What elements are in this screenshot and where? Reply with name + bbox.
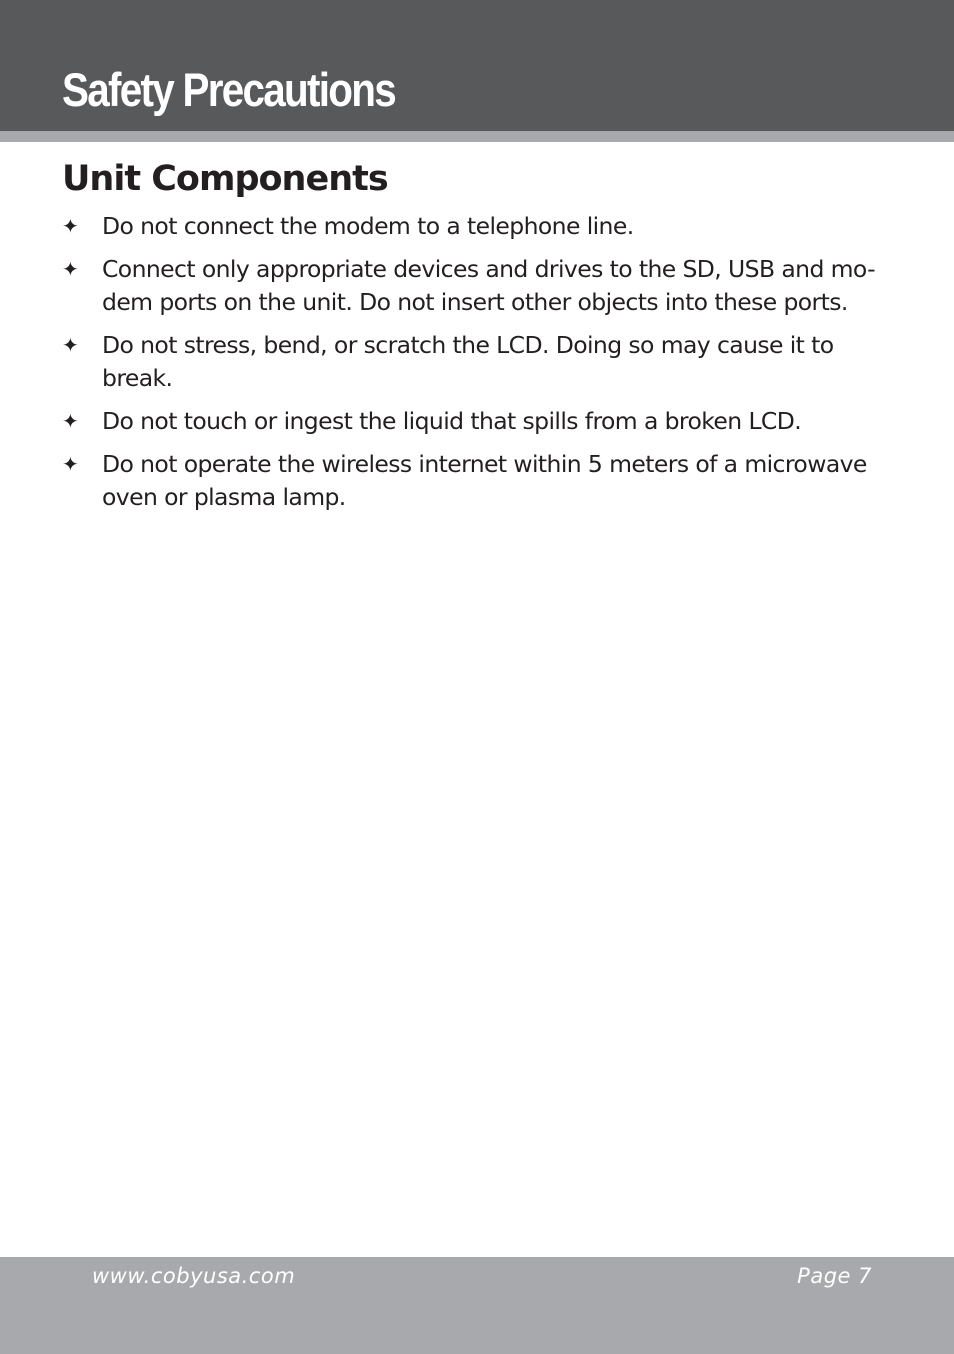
list-item — [62, 448, 892, 514]
four-point-star-icon: ✦ — [62, 333, 79, 357]
header-divider-strip — [0, 131, 954, 142]
list-item — [62, 210, 892, 243]
list-item-text: Do not stress, bend, or scratch the LCD. Doing so may cause it to break. — [102, 331, 834, 392]
list-item — [62, 253, 892, 319]
precautions-list — [62, 210, 892, 524]
four-point-star-icon: ✦ — [62, 257, 79, 281]
page-title: Safety Precautions — [62, 63, 395, 116]
four-point-star-icon: ✦ — [62, 452, 79, 476]
list-item — [62, 405, 892, 438]
page-number: Page 7 — [797, 1264, 872, 1288]
four-point-star-icon: ✦ — [62, 409, 79, 433]
list-item-text: Do not touch or ingest the liquid that spills from a broken LCD. — [102, 407, 802, 435]
four-point-star-icon: ✦ — [62, 214, 79, 238]
section-title: Unit Components — [62, 159, 388, 199]
list-item-text: Do not connect the modem to a telephone line. — [102, 212, 634, 240]
list-item-text: Connect only appropriate devices and drives to the SD, USB and mo-dem ports on the unit. Do not insert other objects into these ports. — [102, 255, 876, 316]
list-item-text: Do not operate the wireless internet within 5 meters of a microwave oven or plasma lamp. — [102, 450, 867, 511]
list-item — [62, 329, 892, 395]
footer-website: www.cobyusa.com — [92, 1264, 296, 1288]
